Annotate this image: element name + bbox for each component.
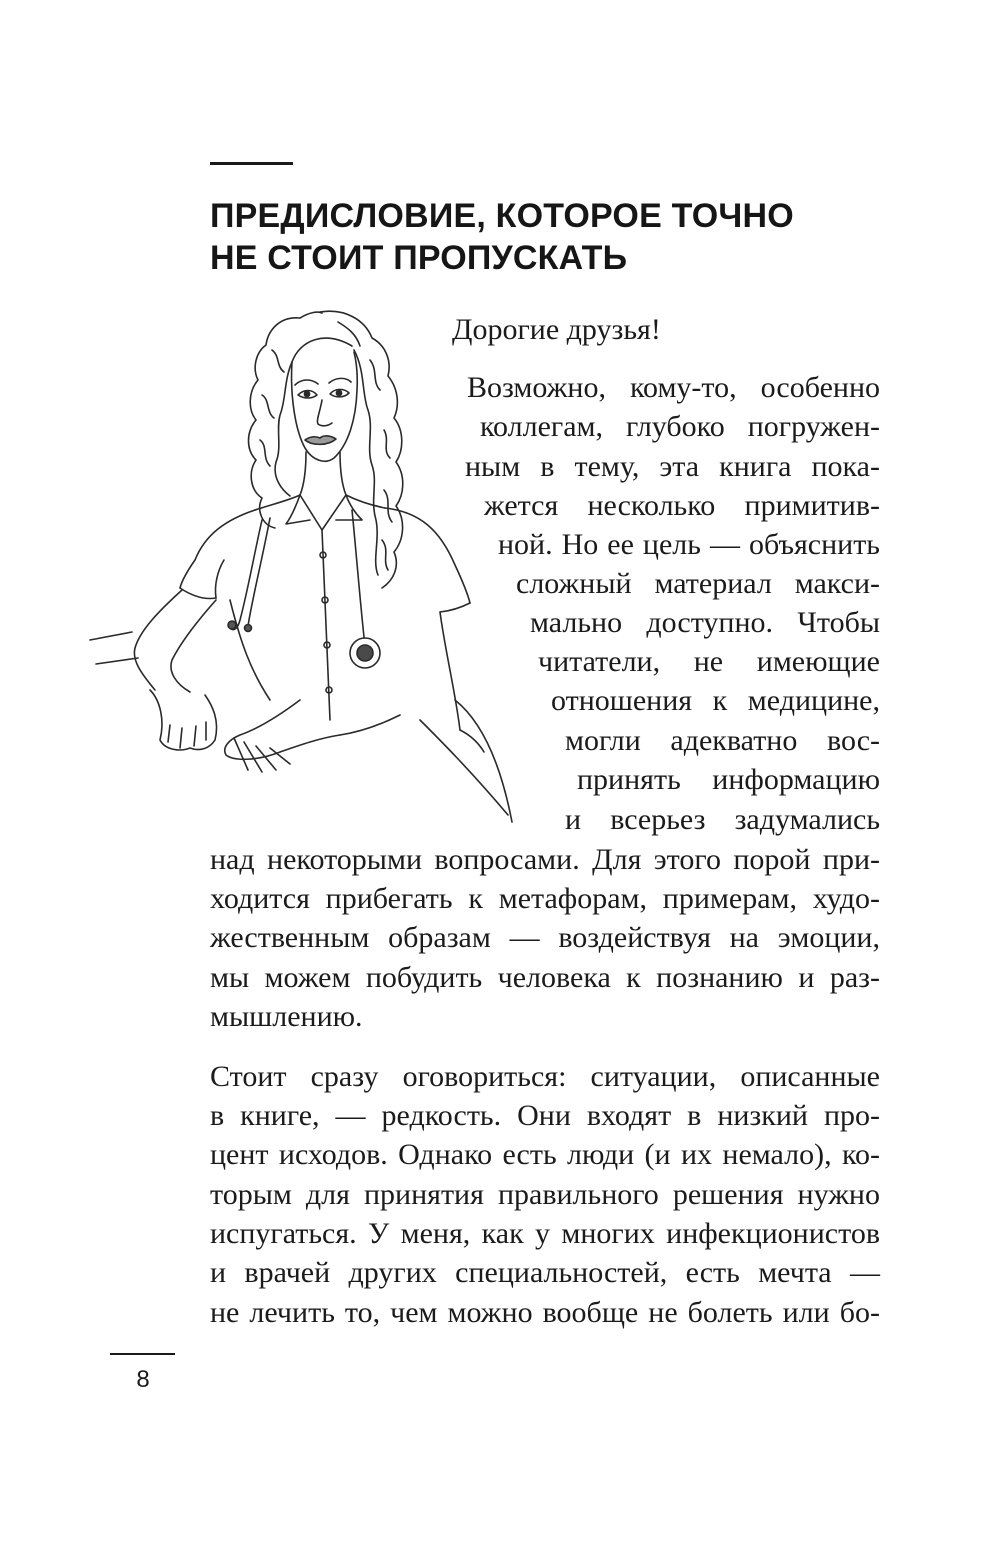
text-line: жется несколько примитив- xyxy=(484,489,880,522)
text-line: ным в тему, эта книга пока- xyxy=(465,450,880,483)
footer-rule xyxy=(110,1353,175,1355)
text-line: и врачей других специальностей, есть мечта — xyxy=(210,1256,880,1289)
text-line: не лечить то, чем можно вообще не болеть или бо- xyxy=(210,1296,880,1329)
stethoscope xyxy=(228,510,380,668)
text-line: ходится прибегать к метафорам, примерам, худо- xyxy=(210,882,880,915)
text-line: читатели, не имеющие xyxy=(538,645,880,678)
text-line: мы можем побудить человека к познанию и раз- xyxy=(210,961,880,994)
text-line: жественным образам — воздействуя на эмоции, xyxy=(210,921,880,954)
text-line: цент исходов. Однако есть люди (и их немало), ко- xyxy=(210,1138,880,1171)
text-line: мышлению. xyxy=(210,1000,363,1033)
hair xyxy=(249,311,403,588)
doctor-illustration xyxy=(80,300,520,840)
text-line: Возможно, кому-то, особенно xyxy=(467,371,880,404)
arms-and-hands xyxy=(134,590,400,772)
title-rule xyxy=(210,162,293,165)
text-line: принять информацию xyxy=(577,763,880,796)
face xyxy=(292,338,358,495)
text-line: мально доступно. Чтобы xyxy=(530,606,880,639)
text-line: над некоторыми вопросами. Для этого порой при- xyxy=(210,843,880,876)
text-line: отношения к медицине, xyxy=(551,684,880,717)
page-number: 8 xyxy=(136,1366,150,1393)
text-line: испугаться. У меня, как у многих инфекционистов xyxy=(210,1217,880,1250)
text-line: Стоит сразу оговориться: ситуации, описанные xyxy=(210,1060,880,1093)
shirt xyxy=(180,495,470,730)
title-line: НЕ СТОИТ ПРОПУСКАТЬ xyxy=(210,239,628,277)
text-line: могли адекватно вос- xyxy=(565,724,880,757)
text-line: коллегам, глубоко погружен- xyxy=(480,410,880,443)
text-line: торым для принятия правильного решения нужно xyxy=(210,1178,880,1211)
greeting: Дорогие друзья! xyxy=(452,313,661,346)
text-line: ной. Но ее цель — объяснить xyxy=(498,528,880,561)
text-line: сложный материал макси- xyxy=(516,567,880,600)
text-line: и всерьез задумались xyxy=(565,803,880,836)
title-line: ПРЕДИСЛОВИЕ, КОТОРОЕ ТОЧНО xyxy=(210,197,794,235)
text-line: в книге, — редкость. Они входят в низкий про- xyxy=(210,1099,880,1132)
